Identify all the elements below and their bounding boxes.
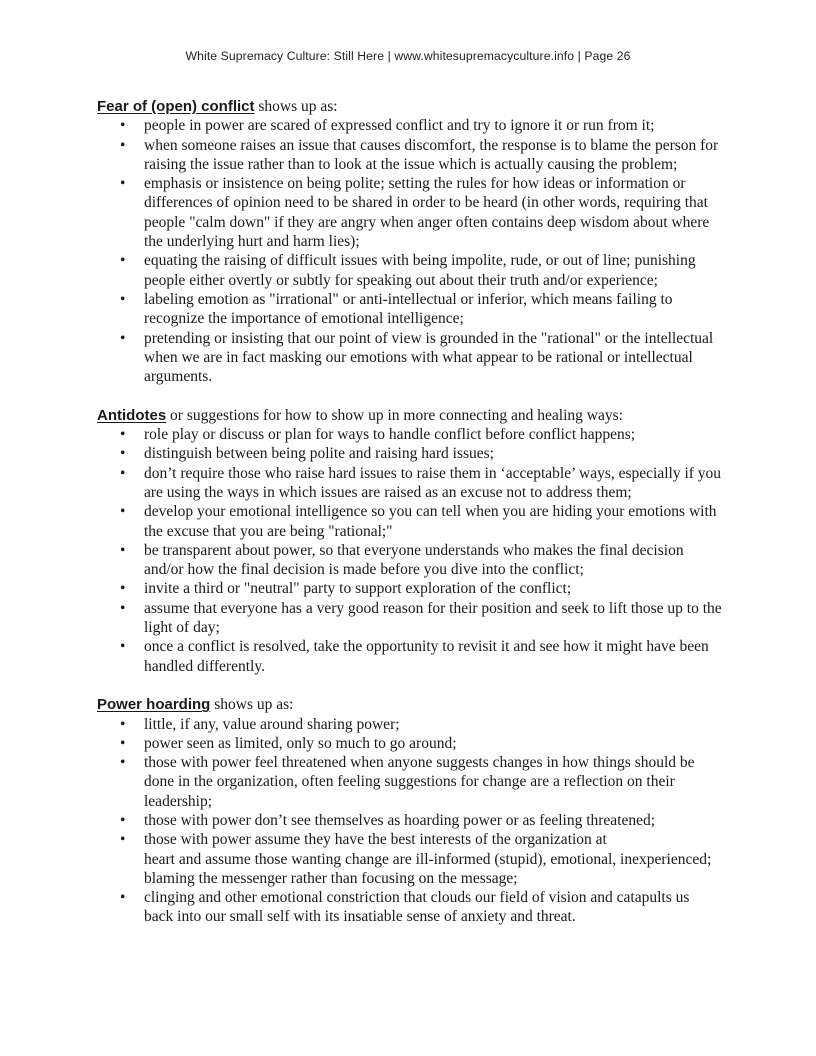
bullet-list [97, 425, 722, 676]
list-item: • power seen as limited, only so much to go around; [144, 734, 722, 753]
list-item: • those with power feel threatened when anyone suggests changes in how things should be done in the organization, often feeling suggestions for change are a reflection on their leadership; [144, 753, 722, 811]
section-antidotes [97, 406, 722, 676]
list-item: • develop your emotional intelligence so you can tell when you are hiding your emotions with the excuse that you are being "rational;" [144, 502, 722, 541]
list-item: • people in power are scared of expressed conflict and try to ignore it or run from it; [144, 116, 722, 135]
list-item: • be transparent about power, so that everyone understands who makes the final decision and/or how the final decision is made before you dive into the conflict; [144, 541, 722, 580]
list-item: • those with power assume they have the best interests of the organization at heart and assume those wanting change are ill-informed (stupid), emotional, inexperienced; blaming the messenger rather than focusing on the message; [144, 830, 722, 888]
section-term: Power hoarding [97, 696, 211, 714]
section-heading [97, 406, 722, 425]
list-item: • invite a third or "neutral" party to support exploration of the conflict; [144, 579, 722, 598]
section-intro: or suggestions for how to show up in more connecting and healing ways: [166, 406, 623, 424]
list-item: • little, if any, value around sharing power; [144, 715, 722, 734]
document-body [97, 97, 722, 927]
list-item: • distinguish between being polite and raising hard issues; [144, 444, 722, 463]
list-item: • assume that everyone has a very good reason for their position and seek to lift those up to the light of day; [144, 599, 722, 638]
list-item: • once a conflict is resolved, take the opportunity to revisit it and see how it might have been handled differently. [144, 637, 722, 676]
bullet-list [97, 116, 722, 386]
list-item: • don’t require those who raise hard issues to raise them in ‘acceptable’ ways, especially if you are using the ways in which issues are raised as an excuse not to address them; [144, 464, 722, 503]
section-power-hoarding [97, 695, 722, 927]
list-item: • emphasis or insistence on being polite; setting the rules for how ideas or information or differences of opinion need to be shared in order to be heard (in other words, requiring that people "calm down" if they are angry when anger often contains deep wisdom about where the underlying hurt and harm lies); [144, 174, 722, 251]
bullet-list [97, 715, 722, 927]
section-term: Fear of (open) conflict [97, 98, 255, 115]
section-fear-of-conflict [97, 97, 722, 386]
section-term: Antidotes [97, 406, 167, 424]
section-heading [97, 695, 722, 714]
list-item: • equating the raising of difficult issues with being impolite, rude, or out of line; punishing people either overtly or subtly for speaking out about their truth and/or experience; [144, 251, 722, 290]
page-header: White Supremacy Culture: Still Here | www.whitesupremacyculture.info | Page 26 [185, 49, 631, 63]
list-item: • labeling emotion as "irrational" or anti-intellectual or inferior, which means failing to recognize the importance of emotional intelligence; [144, 290, 722, 329]
list-item: • role play or discuss or plan for ways to handle conflict before conflict happens; [144, 425, 722, 444]
list-item: • when someone raises an issue that causes discomfort, the response is to blame the person for raising the issue rather than to look at the issue which is actually causing the problem; [144, 136, 722, 175]
list-item: • those with power don’t see themselves as hoarding power or as feeling threatened; [144, 811, 722, 830]
section-intro: shows up as: [210, 696, 294, 714]
list-item: • pretending or insisting that our point of view is grounded in the "rational" or the intellectual when we are in fact masking our emotions with what appear to be rational or intellectual arguments. [144, 329, 722, 387]
section-intro: shows up as: [254, 98, 338, 115]
section-heading [97, 97, 722, 116]
list-item: • clinging and other emotional constriction that clouds our field of vision and catapults us back into our small self with its insatiable sense of anxiety and threat. [144, 888, 722, 927]
